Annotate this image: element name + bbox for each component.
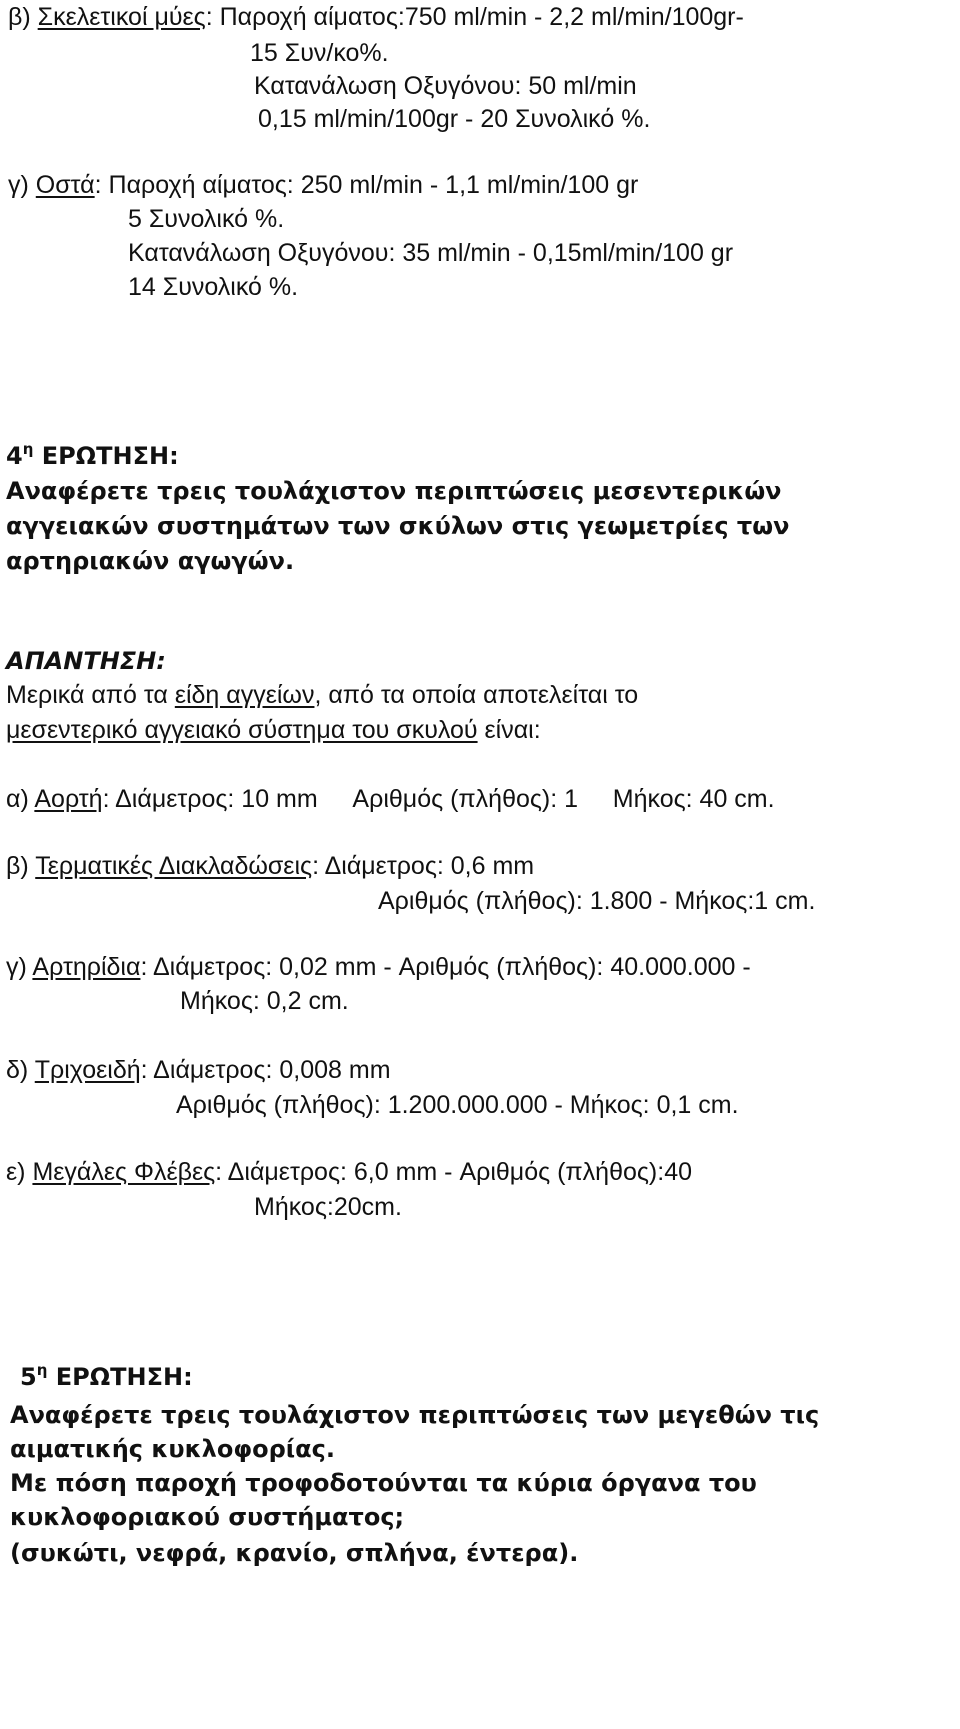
item-capillaries-line1 <box>6 1055 391 1085</box>
item-terminal-branches-line2: Αριθμός (πλήθος): 1.800 - Μήκος:1 cm. <box>378 887 816 915</box>
item-prefix: γ) <box>6 953 27 981</box>
intro-term-mesenteric-system: μεσεντερικό αγγειακό σύστημα του σκυλού <box>6 716 478 744</box>
item-term: Αορτή <box>34 785 103 813</box>
item-large-veins-line2: Μήκος:20cm. <box>254 1193 402 1221</box>
intro-text: είναι: <box>477 716 541 744</box>
item-text: : Διάμετρος: 6,0 mm - Αριθμός (πλήθος):40 <box>215 1158 693 1186</box>
item-text: : Διάμετρος: 0,008 mm <box>140 1056 391 1084</box>
item-text: : Διάμετρος: 10 mm Αριθμός (πλήθος): 1 Μήκος: 40 cm. <box>102 785 775 813</box>
item-arterioles-line2: Μήκος: 0,2 cm. <box>180 987 349 1015</box>
item-term: Σκελετικοί μύες <box>37 3 206 31</box>
question-number: 4 <box>6 442 23 470</box>
item-text: : Διάμετρος: 0,6 mm <box>312 852 535 880</box>
item-term: Τερματικές Διακλαδώσεις <box>35 852 313 880</box>
answer-4-heading: ΑΠΑΝΤΗΣΗ: <box>6 647 166 675</box>
question-5-line: Με πόση παροχή τροφοδοτούνται τα κύρια όργανα του <box>10 1469 757 1497</box>
question-5-line: κυκλοφοριακού συστήματος; <box>10 1503 405 1531</box>
item-text: : Παροχή αίματος: 250 ml/min - 1,1 ml/min/100 gr <box>94 171 639 199</box>
question-ordinal: η <box>36 1361 48 1379</box>
question-5-line: (συκώτι, νεφρά, κρανίο, σπλήνα, έντερα). <box>10 1539 579 1567</box>
item-skeletal-muscles-line2: 15 Συν/κο%. <box>250 39 389 67</box>
question-4-line: Αναφέρετε τρεις τουλάχιστον περιπτώσεις μεσεντερικών <box>6 477 782 505</box>
item-term: Μεγάλες Φλέβες <box>32 1158 216 1186</box>
intro-text: Μερικά από τα <box>6 681 175 709</box>
item-bones-line3: Κατανάλωση Οξυγόνου: 35 ml/min - 0,15ml/min/100 gr <box>128 239 734 267</box>
question-4-line: αγγειακών συστημάτων των σκύλων στις γεωμετρίες των <box>6 512 790 540</box>
question-4-heading <box>6 441 179 471</box>
answer-4-intro-line2 <box>6 715 541 745</box>
item-skeletal-muscles-line1 <box>8 2 744 32</box>
answer-4-intro-line1 <box>6 680 638 710</box>
item-arterioles-line1 <box>6 952 751 982</box>
question-ordinal: η <box>22 440 34 458</box>
item-prefix: γ) <box>8 171 29 199</box>
item-aorta-line1 <box>6 784 775 814</box>
item-skeletal-muscles-line4: 0,15 ml/min/100gr - 20 Συνολικό %. <box>258 105 651 133</box>
item-text: : Παροχή αίματος:750 ml/min - 2,2 ml/min/100gr- <box>205 3 744 31</box>
question-5-heading <box>20 1362 193 1392</box>
item-term: Τριχοειδή <box>34 1056 141 1084</box>
item-bones-line1 <box>8 170 638 200</box>
item-capillaries-line2: Αριθμός (πλήθος): 1.200.000.000 - Μήκος: 0,1 cm. <box>176 1091 739 1119</box>
item-terminal-branches-line1 <box>6 851 534 881</box>
item-prefix: β) <box>8 3 31 31</box>
question-4-line: αρτηριακών αγωγών. <box>6 547 295 575</box>
intro-term-vessel-types: είδη αγγείων <box>174 681 315 709</box>
intro-text: , από τα οποία αποτελείται το <box>314 681 639 709</box>
item-term: Οστά <box>35 171 95 199</box>
item-prefix: ε) <box>6 1158 26 1186</box>
question-number: 5 <box>20 1363 37 1391</box>
item-bones-line2: 5 Συνολικό %. <box>128 205 285 233</box>
question-5-line: αιματικής κυκλοφορίας. <box>10 1435 335 1463</box>
item-prefix: β) <box>6 852 29 880</box>
question-5-line: Αναφέρετε τρεις τουλάχιστον περιπτώσεις των μεγεθών τις <box>10 1401 820 1429</box>
item-skeletal-muscles-line3: Κατανάλωση Οξυγόνου: 50 ml/min <box>254 72 637 100</box>
item-prefix: δ) <box>6 1056 29 1084</box>
item-bones-line4: 14 Συνολικό %. <box>128 273 299 301</box>
item-text: : Διάμετρος: 0,02 mm - Αριθμός (πλήθος): 40.000.000 - <box>140 953 751 981</box>
question-label: ΕΡΩΤΗΣΗ: <box>41 442 179 470</box>
item-term: Αρτηρίδια <box>32 953 141 981</box>
item-prefix: α) <box>6 785 29 813</box>
question-label: ΕΡΩΤΗΣΗ: <box>55 1363 193 1391</box>
item-large-veins-line1 <box>6 1157 692 1187</box>
